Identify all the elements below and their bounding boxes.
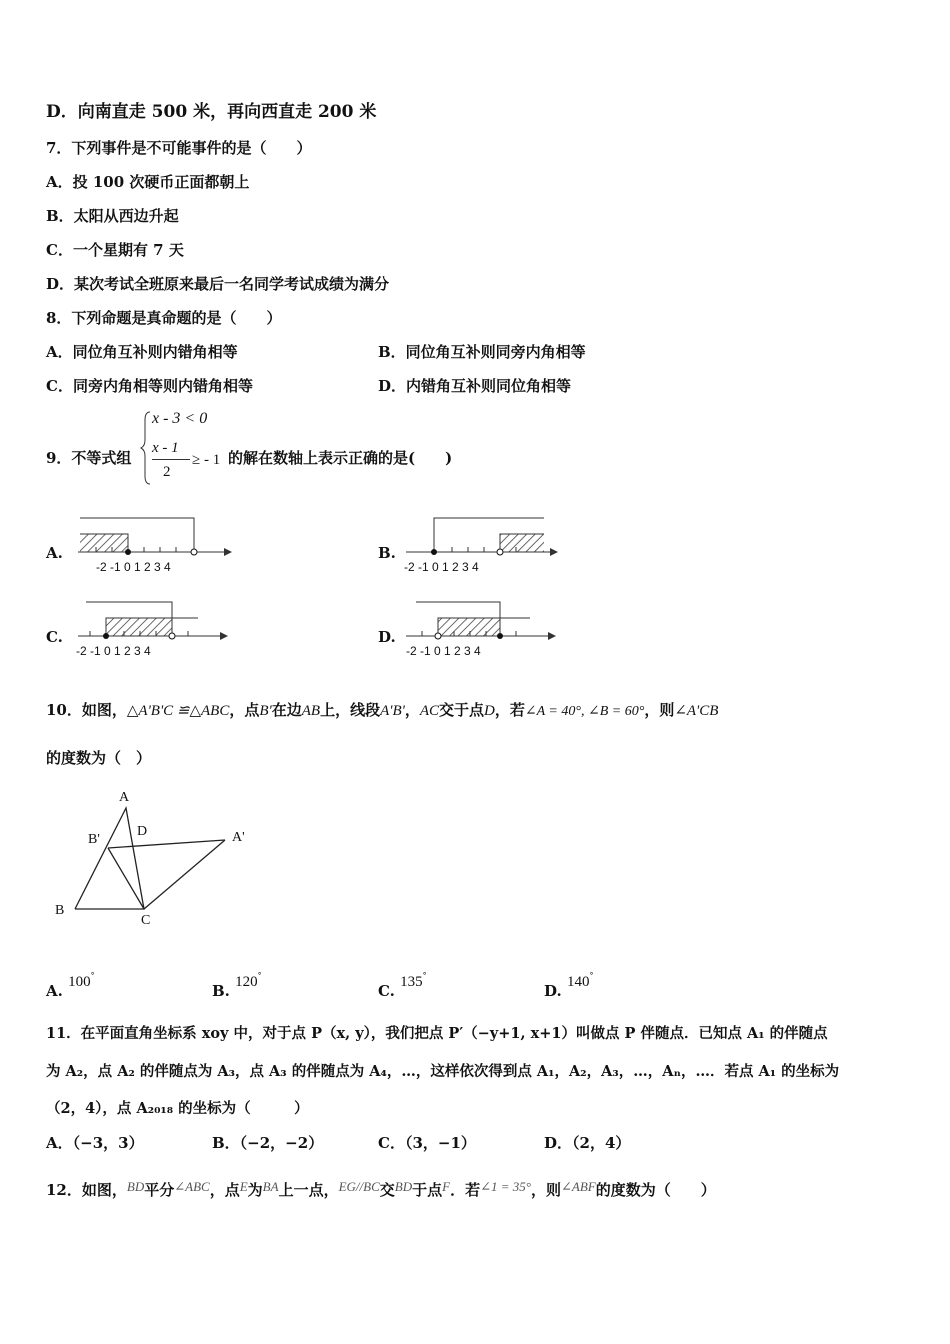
q10-option-a-value: 100 — [68, 974, 91, 990]
q10-point-b1: B' — [259, 703, 272, 719]
q8-option-d: D．内错角互补则同位角相等 — [378, 377, 572, 395]
q9-option-a-label: A. — [46, 544, 63, 562]
q9-ticks-d: -2 -1 0 1 2 3 4 — [406, 644, 481, 658]
q12-text-9: 的度数为（ ） — [595, 1181, 716, 1199]
q10-angles: ∠A = 40°, ∠B = 60° — [524, 704, 645, 719]
q10-option-b — [212, 971, 262, 1002]
q12-eg-parallel: EG//BC — [338, 1179, 380, 1194]
q11-line-1: 11．在平面直角坐标系 xoy 中，对于点 P（x, y），我们把点 P′（−y+1, x+1）叫做点 P 伴随点．已知点 A₁ 的伴随点 — [46, 1025, 828, 1042]
q10-option-b-value: 120 — [235, 974, 258, 990]
q12-ba: BA — [262, 1179, 279, 1194]
q12-angle-abc: ∠ABC — [174, 1179, 210, 1194]
q10-point-d: D — [484, 703, 495, 719]
q8-option-b: B．同位角互补则同旁内角相等 — [378, 343, 586, 361]
q10-option-a-degree: ° — [90, 971, 95, 980]
q10-prefix: 10．如图， — [46, 701, 127, 719]
q9-number-line-a — [74, 514, 234, 582]
q10-option-a — [46, 971, 95, 1002]
q10-congruence: △A'B'C ≌△ABC — [126, 703, 230, 719]
q9-frac-num: x - 1 — [152, 440, 179, 456]
q7-option-d: D．某次考试全班原来最后一名同学考试成绩为满分 — [46, 275, 390, 293]
q8-option-a: A．同位角互补则内错角相等 — [46, 343, 238, 361]
q12-text-3: 为 — [247, 1181, 263, 1199]
q10-option-d-degree: ° — [589, 971, 594, 980]
q8-option-c: C．同旁内角相等则内错角相等 — [46, 377, 253, 395]
q11-option-b: B．（−2，−2） — [212, 1134, 324, 1152]
q9-number-line-d — [402, 598, 562, 666]
q11-option-c: C．（3，−1） — [378, 1134, 476, 1152]
q12-bd-2: BD — [394, 1179, 413, 1194]
q10-option-a-label: A. — [46, 982, 63, 1000]
q7-option-a: A．投 100 次硬币正面都朝上 — [46, 173, 250, 191]
q9-prefix: 9．不等式组 — [46, 449, 132, 467]
q10-text-7: ，则 — [644, 701, 675, 719]
q12-prefix: 12．如图， — [46, 1181, 127, 1199]
q10-label-b1: B' — [88, 832, 100, 847]
q10-text-3: 上，线段 — [320, 701, 381, 719]
q9-ticks-a: -2 -1 0 1 2 3 4 — [96, 560, 171, 574]
q10-option-d — [544, 971, 594, 1002]
q10-option-d-value: 140 — [566, 974, 590, 990]
q12-angle-abf: ∠ABF — [560, 1179, 596, 1194]
q9-ineq-2-rhs: ≥ - 1 — [192, 452, 221, 468]
q10-seg-ac: AC — [419, 703, 440, 719]
q10-option-c-degree: ° — [422, 971, 427, 980]
q7-option-b: B．太阳从西边升起 — [46, 207, 179, 225]
q10-option-c-label: C. — [378, 982, 395, 1000]
q10-text-6: ，若 — [494, 701, 525, 719]
q10-label-c: C — [141, 913, 151, 928]
q11-line-2: 为 A₂，点 A₂ 的伴随点为 A₃，点 A₃ 的伴随点为 A₄，…，这样依次得到点 A₁，A₂，A₃，…，Aₙ，…．若点 A₁ 的坐标为 — [46, 1063, 840, 1080]
q10-seg-a1b1: A'B' — [380, 703, 405, 719]
q8-stem: 8．下列命题是真命题的是（ ） — [46, 309, 282, 327]
q12-stem — [46, 1180, 716, 1201]
q9-ineq-1: x - 3 < 0 — [152, 410, 208, 427]
q10-stem-line2: 的度数为（ ） — [46, 749, 152, 767]
q9-option-c-label: C. — [46, 628, 63, 646]
q12-point-f: F — [442, 1179, 451, 1194]
q9-ticks-b: -2 -1 0 1 2 3 4 — [404, 560, 479, 574]
q7-option-c: C．一个星期有 7 天 — [46, 241, 184, 259]
q7-stem: 7．下列事件是不可能事件的是（ ） — [46, 139, 312, 157]
q9-number-line-c — [74, 598, 234, 666]
q12-angle-1: ∠1 = 35° — [480, 1179, 531, 1194]
q10-option-c — [378, 971, 427, 1002]
q12-point-e: E — [239, 1179, 248, 1194]
q10-text-5: 交于点 — [439, 701, 485, 719]
q12-text-6: 于点 — [412, 1181, 443, 1199]
q6-option-d: D．向南直走 500 米，再向西直走 200 米 — [46, 102, 377, 122]
q10-target-angle: ∠A'CB — [674, 703, 719, 719]
q12-text-8: ，则 — [530, 1181, 561, 1199]
q11-option-d: D．（2，4） — [544, 1134, 631, 1152]
q10-label-b: B — [55, 903, 65, 918]
q9-inequality-system — [140, 408, 230, 488]
q10-stem-line1 — [46, 700, 718, 722]
q10-seg-ab: AB — [301, 703, 321, 719]
q9-number-line-b — [402, 514, 562, 582]
q10-option-c-value: 135 — [400, 974, 423, 990]
q12-text-4: 上一点， — [278, 1181, 339, 1199]
q10-text-1: ，点 — [229, 701, 260, 719]
q10-option-b-degree: ° — [257, 971, 262, 980]
q9-frac-den: 2 — [163, 464, 171, 480]
q12-bd: BD — [126, 1179, 145, 1194]
q10-option-b-label: B. — [212, 982, 230, 1000]
q9-option-b-label: B. — [378, 544, 396, 562]
q12-text-1: 平分 — [144, 1181, 175, 1199]
q10-text-2: 在边 — [271, 701, 302, 719]
q10-text-4: ， — [404, 701, 420, 719]
q12-text-2: ，点 — [209, 1181, 240, 1199]
q11-option-a: A．（−3，3） — [46, 1134, 144, 1152]
q10-label-d: D — [137, 824, 148, 839]
q12-text-7: ．若 — [450, 1181, 481, 1199]
q9-ticks-c: -2 -1 0 1 2 3 4 — [76, 644, 151, 658]
q12-text-5: 交 — [379, 1181, 395, 1199]
q10-label-a: A — [119, 790, 130, 805]
q10-label-a1: A' — [232, 830, 245, 845]
q10-triangle-figure — [50, 788, 260, 933]
q11-line-3: （2，4），点 A₂₀₁₈ 的坐标为（ ） — [46, 1100, 309, 1117]
q9-suffix: 的解在数轴上表示正确的是( ) — [228, 449, 453, 467]
q10-option-d-label: D. — [544, 982, 562, 1000]
q9-frac-bar — [152, 459, 190, 460]
q9-option-d-label: D. — [378, 628, 396, 646]
